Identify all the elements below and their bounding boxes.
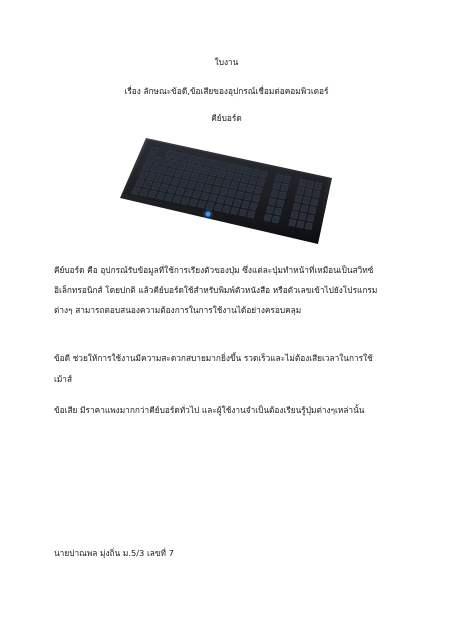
document-title: ใบงาน — [214, 57, 239, 67]
keyboard-key — [309, 207, 316, 214]
device-name-heading: คีย์บอร์ด — [211, 113, 242, 123]
description-line: คีย์บอร์ด คือ อุปกรณ์รับข้อมูลที่ใช้การเรียงตัวของปุ่ม ซึ่งแต่ละปุ่มทำหน้าที่เหมือนเป็นสวิทซ์ — [54, 265, 374, 275]
keyboard-key — [293, 203, 300, 210]
keyboard-key — [305, 189, 312, 196]
disadvantage-line: ข้อเสีย มีราคาแพงมากกว่าคีย์บอร์ดทั่วไป และผู้ใช้งานจำเป็นต้องเรียนรู้ปุ่มต่างๆเหล่านั้น — [54, 405, 365, 415]
keyboard-key — [313, 191, 320, 198]
subject-line: เรื่อง ลักษณะข้อดี,ข้อเสียของอุปกรณ์เชื่อมต่อคอมพิวเตอร์ — [124, 86, 329, 96]
keyboard-key — [301, 205, 308, 212]
advantage-line: เม้าส์ — [54, 374, 73, 384]
keyboard-key — [315, 183, 322, 190]
keyboard-key — [307, 181, 314, 188]
description-line: ต่างๆ สามารถตอบสนองความต้องการในการใช้งานได้อย่างครอบคลุม — [54, 305, 302, 315]
keyboard-key — [307, 215, 314, 222]
keyboard-key — [303, 197, 310, 204]
keyboard-key — [295, 195, 302, 202]
advantage-line: ข้อดี ช่วยให้การใช้งานมีความสะดวกสบายมากยิ่งขึ้น รวดเร็วและไม่ต้องเสียเวลาในการใช้ — [54, 353, 373, 363]
keyboard-key — [289, 219, 297, 226]
keyboard-key — [291, 211, 299, 218]
author-line: นายปาณพล มุ่งถิ่น ม.5/3 เลขที่ 7 — [54, 548, 174, 558]
keyboard-key — [305, 223, 312, 230]
keyboard-key — [299, 213, 306, 220]
keyboard-key — [297, 221, 305, 228]
keyboard-key — [311, 199, 318, 206]
keyboard-photo — [118, 134, 334, 244]
description-line: อิเล็กทรอนิกส์ โดยปกติ แล้วคีย์บอร์ดใช้สำหรับพิมพ์ตัวหนังสือ หรือตัวเลขเข้าไปยังโปรแกรม — [54, 285, 378, 295]
